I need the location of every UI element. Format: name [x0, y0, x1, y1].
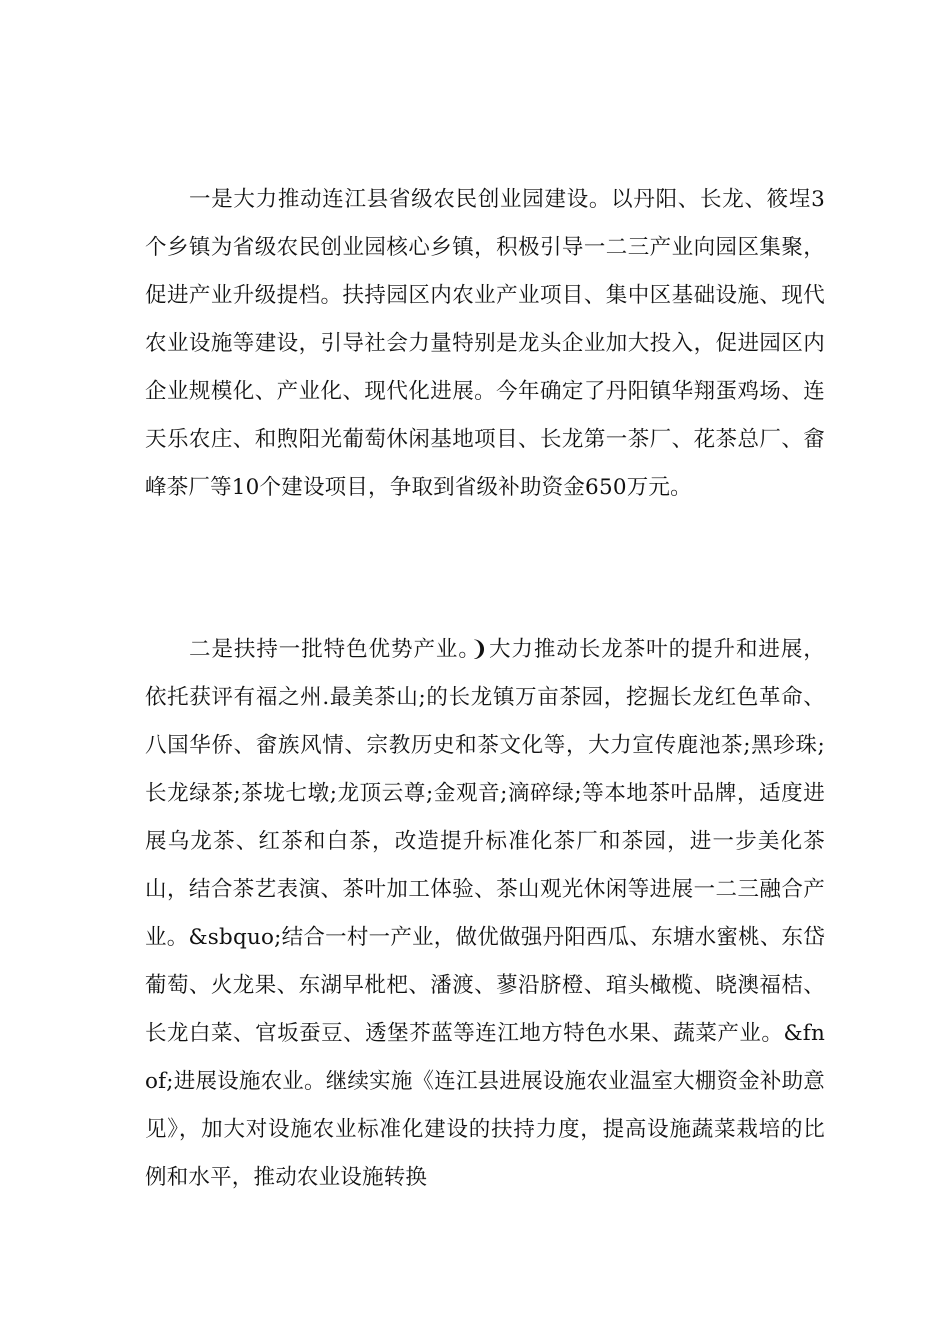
- paragraph-specialty-industries: 二是扶持一批特色优势产业。❩大力推动长龙茶叶的提升和进展，依托获评有福之州.最美茶山;的长龙镇万亩茶园，挖掘长龙红色革命、八国华侨、畲族风情、宗教历史和茶文化等，大力宣传鹿池茶;黑珍珠;长龙绿茶;茶垅七墩;龙顶云尊;金观音;滴碎绿;等本地茶叶品牌，适度进展乌龙茶、红茶和白茶，改造提升标准化茶厂和茶园，进一步美化茶山，结合茶艺表演、茶叶加工体验、茶山观光休闲等进展一二三融合产业。&sbquo;结合一村一产业，做优做强丹阳西瓜、东塘水蜜桃、东岱葡萄、火龙果、东湖早枇杷、潘渡、蓼沿脐橙、琯头橄榄、晓澳福桔、长龙白菜、官坂蚕豆、透堡芥蓝等连江地方特色水果、蔬菜产业。&fnof;进展设施农业。继续实施《连江县进展设施农业温室大棚资金补助意见》，加大对设施农业标准化建设的扶持力度，提高设施蔬菜栽培的比例和水平，推动农业设施转换: [145, 637, 825, 1190]
- paragraph-farmer-entrepreneurship-park: 一是大力推动连江县省级农民创业园建设。以丹阳、长龙、筱埕3个乡镇为省级农民创业园核心乡镇，积极引导一二三产业向园区集聚，促进产业升级提档。扶持园区内农业产业项目、集中区基础设施、现代农业设施等建设，引导社会力量特别是龙头企业加大投入，促进园区内企业规模化、产业化、现代化进展。今年确定了丹阳镇华翔蛋鸡场、连天乐农庄、和煦阳光葡萄休闲基地项目、长龙第一茶厂、花茶总厂、畲峰茶厂等10个建设项目，争取到省级补助资金650万元。: [145, 187, 825, 500]
